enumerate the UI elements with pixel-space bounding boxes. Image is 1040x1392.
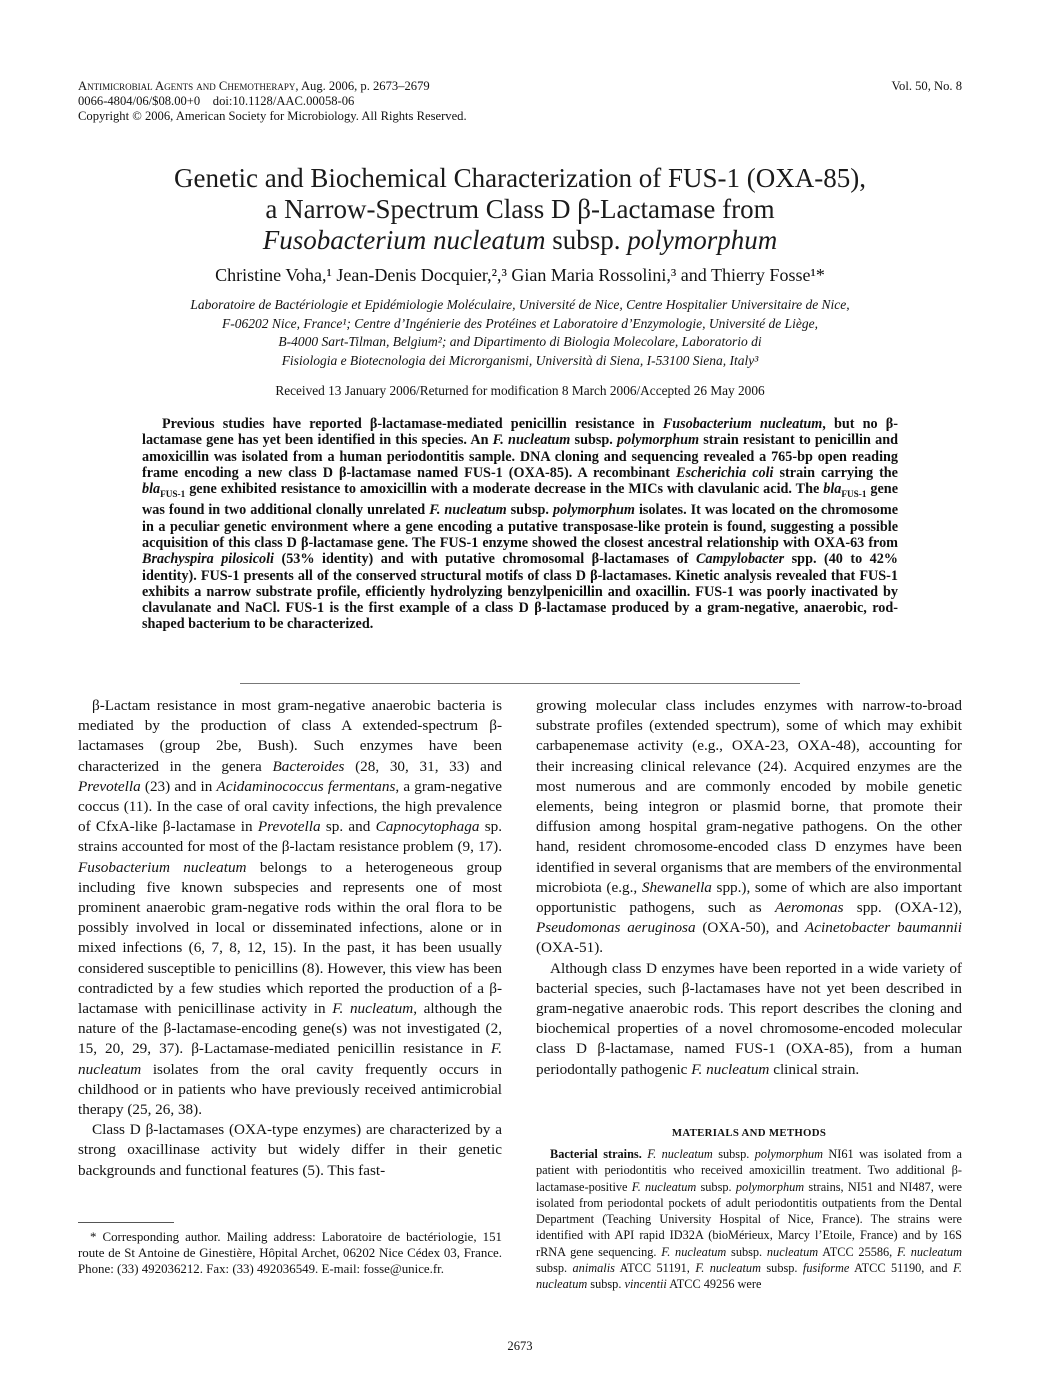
article-title xyxy=(60,163,980,256)
running-header xyxy=(78,79,638,124)
issn-doi: 0066-4804/06/$08.00+0 doi:10.1128/AAC.00058-06 xyxy=(78,94,355,108)
title-subspecies: polymorphum xyxy=(627,225,778,255)
right-column xyxy=(536,696,962,1080)
footnote-divider xyxy=(78,1222,174,1223)
section-heading-methods: MATERIALS AND METHODS xyxy=(671,1127,827,1139)
title-organism: Fusobacterium nucleatum xyxy=(262,225,546,255)
page-number: 2673 xyxy=(507,1339,533,1353)
methods-text xyxy=(536,1146,962,1293)
affiliation-line: Laboratoire de Bactériologie et Epidémiologie Moléculaire, Université de Nice, Centre Hospitalier Universitaire de Nice, xyxy=(190,297,850,312)
title-line-2: a Narrow-Spectrum Class D β-Lactamase from xyxy=(265,194,775,224)
intro-paragraph: Class D β-lactamases (OXA-type enzymes) are characterized by a strong oxacillinase activity but widely differ in their genetic backgrounds and functional features (5). This fast- xyxy=(78,1121,502,1179)
volume-info: Vol. 50, No. 8 xyxy=(891,79,962,93)
received-dates: Received 13 January 2006/Returned for modification 8 March 2006/Accepted 26 May 2006 xyxy=(275,383,765,398)
methods-paragraph: Bacterial strains. F. nucleatum subsp. polymorphum NI61 was isolated from a patient with periodontitis who received amoxicillin treatment. Two additional β-lactamase-positive F. nucleatum subsp. polymorphum strains, NI51 and NI487, were isolated from periodontal pockets of adult periodontitis outpatients from the Dental Department (Teaching University Hospital of Nice, France). The strains were identified with API rapid ID32A (bioMérieux, Marcy l’Etoile, France) and by 16S rRNA gene sequencing. F. nucleatum subsp. nucleatum ATCC 25586, F. nucleatum subsp. animalis ATCC 51191, F. nucleatum subsp. fusiforme ATCC 51190, and F. nucleatum subsp. vincentii ATCC 49256 were xyxy=(536,1147,962,1292)
title-line-1: Genetic and Biochemical Characterization of FUS-1 (OXA-85), xyxy=(173,163,867,193)
title-subsp: subsp. xyxy=(545,225,628,255)
abstract-text: Previous studies have reported β-lactamase-mediated penicillin resistance in Fusobacterium nucleatum, but no β-lactamase gene has yet been identified in this species. An F. nucleatum subsp. polymorphum strain resistant to penicillin and amoxicillin was isolated from a human periodontitis sample. DNA cloning and sequencing revealed a 765-bp open reading frame encoding a new class D β-lactamase named FUS-1 (OXA-85). A recombinant Escherichia coli strain carrying the bla$_{FUS-1}$ gene exhibited resistance to amoxicillin with a moderate decrease in the MICs with clavulanic acid. The bla$_{FUS-1}$ gene was found in two additional clonally unrelated F. nucleatum subsp. polymorphum isolates. It was located on the chromosome in a peculiar genetic environment where a gene encoding a putative transposase-like protein is found, suggesting a possible acquisition of this class D β-lactamase gene. The FUS-1 enzyme showed the closest ancestral relationship with OXA-63 from Brachyspira pilosicoli (53% identity) and with putative chromosomal β-lactamases of Campylobacter spp. (40 to 42% identity). FUS-1 presents all of the conserved structural motifs of class D β-lactamases. Kinetic analysis revealed that FUS-1 exhibits a narrow substrate profile, efficiently hydrolyzing benzylpenicillin and oxacillin. FUS-1 was poorly inactivated by clavulanate and NaCl. FUS-1 is the first example of a class D β-lactamase produced by a gram-negative, anaerobic, rod-shaped bacterium to be characterized. xyxy=(142,416,898,633)
journal-citation xyxy=(78,79,638,94)
author-list: Christine Voha,¹ Jean-Denis Docquier,²,³ Gian Maria Rossolini,³ and Thierry Fosse¹* xyxy=(215,265,825,285)
citation-detail: , Aug. 2006, p. 2673–2679 xyxy=(295,79,430,93)
intro-paragraph: β-Lactam resistance in most gram-negative anaerobic bacteria is mediated by the production of class A extended-spectrum β-lactamases (group 2be, Bush). Such enzymes have been characterized in the genera Bacteroides (28, 30, 31, 33) and Prevotella (23) and in Acidaminococcus fermentans, a gram-negative coccus (11). In the case of oral cavity infections, the high prevalence of CfxA-like β-lactamase in Prevotella sp. and Capnocytophaga sp. strains accounted for most of the β-lactam resistance problem (9, 17). Fusobacterium nucleatum belongs to a heterogeneous group including five known subspecies and represents one of most prominent anaerobic gram-negative rods within the oral flora to be possibly involved in local or disseminated infections, alone or in mixed infections (6, 7, 8, 12, 15). In the past, it has been usually considered susceptible to penicillins (8). However, this view has been contradicted by a few studies which reported the production of a β-lactamase with penicillinase activity in F. nucleatum, although the nature of the β-lactamase-encoding gene(s) was not investigated (2, 15, 20, 29, 37). β-Lactamase-mediated penicillin resistance in F. nucleatum isolates from the oral cavity frequently occurs in childhood or in patients who have previously received antimicrobial therapy (25, 26, 38). xyxy=(78,697,503,1119)
abstract xyxy=(142,416,898,633)
intro-paragraph-continued: growing molecular class includes enzymes with narrow-to-broad substrate profiles (extended spectrum), some of which may exhibit carbapenemase activity (e.g., OXA-23, OXA-48), accounting for their increasing clinical relevance (24). Acquired enzymes are the most numerous and are commonly encoded by mobile genetic elements, being integron or plasmid borne, that promote their diffusion among hospital gram-negative pathogens. On the other hand, resident chromosome-encoded class D enzymes have been identified in several organisms that are members of the environmental microbiota (e.g., Shewanella spp.), some of which are also important opportunistic pathogens, such as Aeromonas spp. (OXA-12), Pseudomonas aeruginosa (OXA-50), and Acinetobacter baumannii (OXA-51). xyxy=(536,697,962,957)
journal-name: Antimicrobial Agents and Chemotherapy xyxy=(78,79,296,93)
corresponding-author-note: * Corresponding author. Mailing address: Laboratoire de bactériologie, 151 route de St Antoine de Ginestière, Hôpital Archet, 06202 Nice Cédex 03, France. Phone: (33) 492036212. Fax: (33) 492036549. E-mail: fosse@unice.fr. xyxy=(78,1230,502,1276)
intro-paragraph: Although class D enzymes have been reported in a wide variety of bacterial species, such β-lactamases have not yet been described in gram-negative anaerobic rods. This report describes the cloning and biochemical properties of a novel chromosome-encoded molecular class D β-lactamase, named FUS-1 (OXA-85), from a human periodontally pathogenic F. nucleatum clinical strain. xyxy=(536,959,962,1078)
affiliation-line: B-4000 Sart-Tilman, Belgium²; and Dipartimento di Biologia Molecolare, Laboratorio di xyxy=(278,334,762,349)
footnote xyxy=(78,1229,502,1277)
copyright: Copyright © 2006, American Society for Microbiology. All Rights Reserved. xyxy=(78,109,467,123)
affiliation-line: Fisiologia e Biotecnologia dei Microrganismi, Università di Siena, I-53100 Siena, Italy³ xyxy=(281,352,759,368)
abstract-divider xyxy=(240,683,800,684)
title-line-3 xyxy=(60,225,980,256)
affiliations xyxy=(100,296,940,370)
affiliation-line: F-06202 Nice, France¹; Centre d’Ingénierie des Protéines et Laboratoire d’Enzymologie, Université de Liège, xyxy=(221,315,819,331)
left-column xyxy=(78,696,502,1181)
